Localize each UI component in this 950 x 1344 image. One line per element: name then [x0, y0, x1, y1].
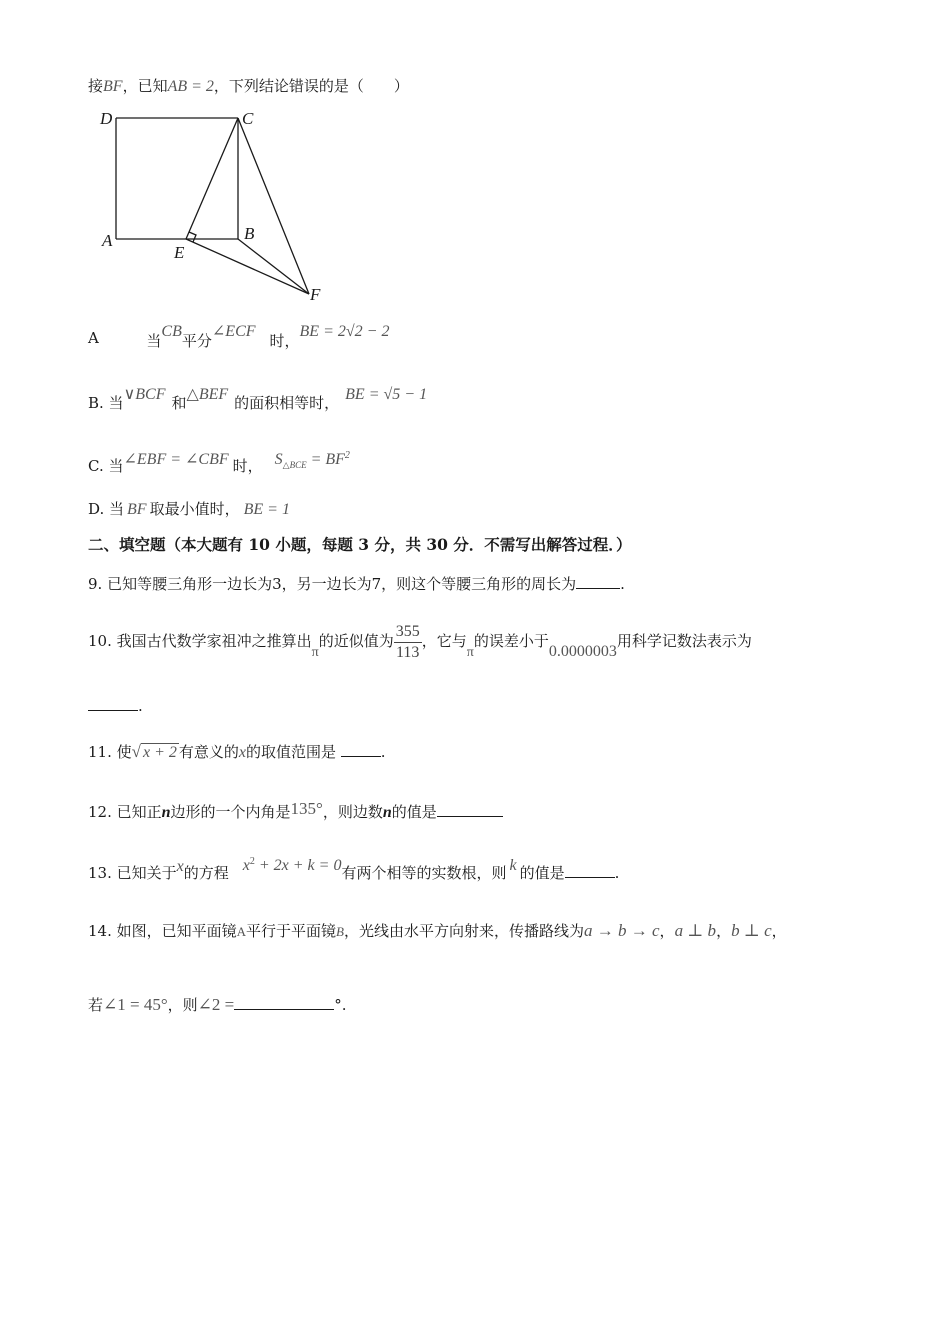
q14-sep3: ， — [771, 922, 787, 940]
q11-sqrt: √ — [131, 742, 141, 761]
option-c-sup: 2 — [344, 450, 350, 461]
q12-post: ，则边数 — [322, 803, 383, 821]
q13-equation — [229, 856, 342, 874]
option-b — [88, 386, 428, 412]
q10-line2 — [88, 696, 143, 716]
q10-post: 用科学记数法表示为 — [616, 632, 752, 650]
q10-pi: π — [311, 645, 319, 660]
q11-expr: x + 2 — [142, 744, 177, 761]
q10 — [88, 616, 752, 666]
q10-pi-2: π — [466, 645, 474, 660]
option-a-label: A — [88, 329, 99, 347]
option-b-m3: BE = √5 − 1 — [345, 386, 428, 403]
q10-mid1: 的近似值为 — [318, 632, 394, 650]
option-c — [88, 450, 350, 479]
intro-pre: 接 — [88, 77, 104, 95]
q14-line2-pre: 若 — [88, 996, 104, 1014]
q12-angle: 135° — [290, 799, 323, 818]
q13-eq-a: x — [242, 857, 250, 874]
q13-eq-sup: 2 — [249, 856, 255, 867]
q13-post: 有两个相等的实数根，则 — [341, 864, 507, 882]
option-c-post: 时， — [232, 457, 263, 475]
q13-k: k — [509, 857, 517, 874]
q10-pre: 10. 我国古代数学家祖冲之推算出 — [88, 632, 312, 650]
q10-end: . — [138, 697, 143, 715]
option-d-m3: BE = 1 — [243, 501, 290, 518]
q10-num: 355 — [394, 622, 422, 643]
q14-given: ∠1 = 45° — [103, 995, 168, 1014]
q14-perp2: b ⊥ c — [731, 921, 772, 940]
q9-text: 9. 已知等腰三角形一边长为3，另一边长为7，则这个等腰三角形的周长为 — [88, 575, 577, 593]
intro-mid: ，已知 — [122, 77, 168, 95]
q11-blank[interactable] — [341, 742, 381, 757]
label-c: C — [242, 109, 254, 128]
label-b: B — [244, 224, 255, 243]
q14-path: a → b → c — [584, 921, 660, 940]
q14-line2-mid: ，则 — [167, 996, 198, 1014]
label-d: D — [100, 109, 113, 128]
q14-line2 — [88, 995, 347, 1015]
q13 — [88, 856, 620, 884]
q11-pre: 11. 使 — [88, 743, 132, 761]
option-a-m2: ∠ECF — [211, 323, 256, 340]
segment-ce — [186, 118, 238, 239]
q14-sep2: ， — [716, 922, 732, 940]
q12-n-2: n — [382, 804, 392, 821]
q14-pre: 14. 如图，已知平面镜 — [88, 922, 237, 940]
q14-mirror-b: B — [336, 924, 344, 939]
option-d-label: D. 当 — [88, 500, 125, 518]
option-d-m1: BF — [127, 501, 147, 518]
q13-blank[interactable] — [565, 863, 615, 878]
q14-perp1: a ⊥ b — [674, 921, 717, 940]
q10-val: 0.0000003 — [548, 643, 617, 660]
option-a-post: 时， — [269, 332, 300, 350]
label-f: F — [310, 285, 321, 304]
q10-blank[interactable] — [88, 696, 138, 711]
q13-post2: 的值是 — [519, 864, 565, 882]
q14-end: °. — [334, 996, 347, 1014]
option-c-s: S — [274, 451, 283, 468]
q11-x: x — [238, 744, 246, 761]
q14-mirror-a: A — [236, 924, 247, 939]
option-b-mid: 和 — [171, 394, 187, 412]
q12-mid: 边形的一个内角是 — [170, 803, 291, 821]
q11-end: . — [380, 743, 386, 761]
intro-post: ，下列结论错误的是（ ） — [213, 77, 409, 95]
q14-sep1: ， — [659, 922, 675, 940]
q14-mid1: 平行于平面镜 — [246, 922, 337, 940]
q10-mid2: ，它与 — [421, 632, 467, 650]
q11-mid: 有意义的 — [178, 743, 239, 761]
q13-eq-b: + 2x + k = 0 — [254, 857, 342, 874]
q11-post: 的取值范围是 — [246, 743, 337, 761]
section2-title: 二、填空题（本大题有 10 小题，每题 3 分，共 30 分．不需写出解答过程．） — [88, 535, 632, 554]
intro-line — [88, 76, 409, 97]
label-a: A — [102, 231, 113, 250]
q13-pre: 13. 已知关于 — [88, 864, 177, 882]
q12-n: n — [161, 804, 171, 821]
option-a-mid: 平分 — [181, 332, 212, 350]
q9-blank[interactable] — [576, 574, 620, 589]
q12-blank[interactable] — [437, 802, 503, 817]
option-d-post: 取最小值时， — [149, 500, 240, 518]
option-b-m2: △BEF — [186, 386, 229, 403]
q12-post2: 的值是 — [391, 803, 437, 821]
q10-den: 113 — [396, 643, 420, 661]
q12-pre: 12. 已知正 — [88, 803, 162, 821]
q14-ask: ∠2 = — [197, 995, 235, 1014]
q10-mid3: 的误差小于 — [473, 632, 549, 650]
q13-mid: 的方程 — [183, 864, 229, 882]
q9-end: . — [620, 575, 625, 593]
option-b-post: 的面积相等时， — [234, 394, 340, 412]
q10-fraction — [394, 622, 422, 663]
q14 — [88, 921, 787, 942]
q14-blank[interactable] — [234, 995, 334, 1010]
q14-mid2: ，光线由水平方向射来，传播路线为 — [343, 922, 584, 940]
q12 — [88, 799, 503, 823]
option-c-formula — [263, 450, 350, 468]
q11 — [88, 742, 386, 763]
q9 — [88, 574, 625, 594]
label-e: E — [174, 243, 185, 262]
intro-bf: BF — [103, 78, 123, 95]
option-a-pre: 当 — [146, 332, 162, 350]
geometry-figure — [96, 104, 336, 304]
option-a-m3: BE = 2√2 − 2 — [299, 323, 390, 340]
option-a-m1: CB — [161, 323, 182, 340]
option-a — [88, 323, 390, 350]
q13-x: x — [176, 858, 184, 875]
q13-end: . — [614, 864, 620, 882]
option-c-sub: △BCE — [282, 460, 307, 470]
option-c-m1: ∠EBF = ∠CBF — [123, 451, 229, 468]
option-c-label: C. 当 — [88, 457, 124, 475]
option-b-m1: ∨BCF — [123, 386, 166, 403]
option-c-eq: = BF — [306, 451, 345, 468]
intro-ab-eq: AB = 2 — [167, 78, 214, 95]
option-b-label: B. 当 — [88, 394, 124, 412]
option-d — [88, 499, 290, 520]
